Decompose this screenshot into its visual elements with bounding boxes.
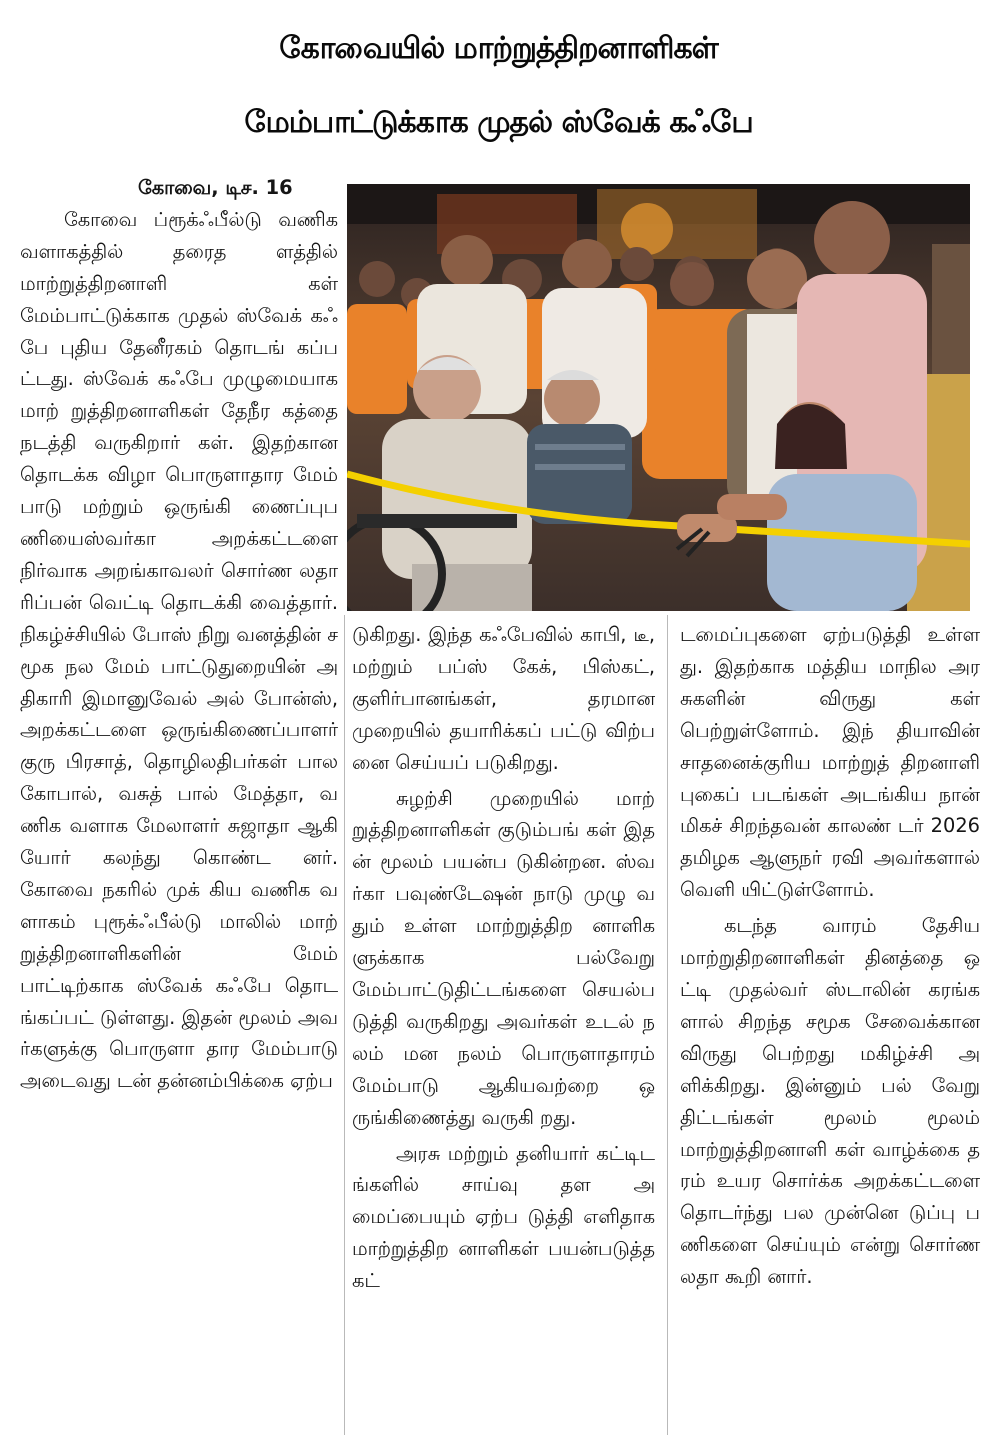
- news-photo: [347, 184, 970, 611]
- column-divider-1: [344, 615, 345, 1435]
- ribbon-cutting-photo: [347, 184, 970, 611]
- article-column-3: [680, 619, 980, 1293]
- column-1-paragraph-1: கோவை ப்ரூக்ஃபீல்டு வணிக வளாகத்தில் தரைத ளத்தில் மாற்றுத்திறனாளி கள் மேம்பாட்டுக்காக முதல் ஸ்வேக் கஃபே புதிய தேனீரகம் தொடங் கப்பட்டது. ஸ்வேக் கஃபே முழுமையாக மாற் றுத்திறனாளிகள் தேநீர கத்தை நடத்தி வருகிறார் கள். இதற்கான தொடக்க விழா பொருளாதார மேம் பாடு மற்றும் ஒருங்கி ணைப்புபணியைஸ்வர்கா அறக்கட்டளை நிர்வாக அறங்காவலர் சொர்ண லதா ரிப்பன் வெட்டி தொடக்கி வைத்தார். நிகழ்ச்சியில் போஸ் நிறு வனத்தின் சமூக நல மேம் பாட்டுதுறையின் அதிகாரி இமானுவேல் அல் போன்ஸ், அறக்கட்டளை ஒருங்கிணைப்பாளர் குரு பிரசாத், தொழிலதிபர்கள் பாலகோபால், வசுத் பால் மேத்தா, வணிக வளாக மேலாளர் சுஜாதா ஆகி யோர் கலந்து கொண்ட னர். கோவை நகரில் முக் கிய வணிக வளாகம் புரூக்ஃபீல்டு மாலில் மாற் றுத்திறனாளிகளின் மேம் பாட்டிற்காக ஸ்வேக் கஃபே தொடங்கப்பட் டுள்ளது. இதன் மூலம் அவர்களுக்கு பொருளா தார மேம்பாடு அடைவது டன் தன்னம்பிக்கை ஏற்ப: [20, 207, 338, 1093]
- column-3-paragraph-2: கடந்த வாரம் தேசிய மாற்றுதிறனாளிகள் தினத்தை ஒட்டி முதல்வர் ஸ்டாலின் கரங்களால் சிறந்த சமூக சேவைக்கான விருது பெற்றது மகிழ்ச்சி அளிக்கிறது. இன்னும் பல் வேறு திட்டங்கள் மூலம் மூலம் மாற்றுத்திறனாளி கள் வாழ்க்கை தரம் உயர சொர்க்க அறக்கட்டளை தொடர்ந்து பல முன்னெ டுப்பு பணிகளை செய்யும் என்று சொர்ணலதா கூறி னார்.: [680, 914, 980, 1289]
- column-3-paragraph-1: டமைப்புகளை ஏற்படுத்தி உள்ளது. இதற்காக மத்திய மாநில அரசுகளின் விருது கள் பெற்றுள்ளோம். இந் தியாவின் சாதனைக்குரிய மாற்றுத் திறனாளி புகைப் படங்கள் அடங்கிய நான் மிகச் சிறந்தவன் காலண் டர் 2026 தமிழக ஆளுநர் ரவி அவர்களால் வெளி யிட்டுள்ளோம்.: [680, 623, 980, 902]
- article-column-2: [352, 619, 655, 1297]
- dateline: கோவை, டிச. 16: [138, 176, 293, 199]
- headline-line-1: கோவையில் மாற்றுத்திறனாளிகள்: [279, 31, 718, 66]
- column-divider-2: [667, 615, 668, 1435]
- headline-line-2: மேம்பாட்டுக்காக முதல் ஸ்வேக் கஃபே: [244, 105, 753, 140]
- column-2-paragraph-3: அரசு மற்றும் தனியார் கட்டிடங்களில் சாய்வு தள அமைப்பையும் ஏற்ப டுத்தி எளிதாக மாற்றுத்திற னாளிகள் பயன்படுத்த கட்: [352, 1141, 655, 1293]
- article-column-1: [20, 172, 338, 1097]
- column-2-paragraph-2: சுழற்சி முறையில் மாற் றுத்திறனாளிகள் குடும்பங் கள் இதன் மூலம் பயன்ப டுகின்றன. ஸ்வர்கா பவுண்டேஷன் நாடு முழு வதும் உள்ள மாற்றுத்திற னாளிகளுக்காக பல்வேறு மேம்பாட்டுதிட்டங்களை செயல்படுத்தி வருகிறது அவர்கள் உடல் நலம் மன நலம் பொருளாதாரம் மேம்பாடு ஆகியவற்றை ஒருங்கிணைத்து வருகி றது.: [352, 786, 655, 1129]
- column-2-paragraph-1: டுகிறது. இந்த கஃபேவில் காபி, டீ, மற்றும் பப்ஸ் கேக், பிஸ்கட், குளிர்பானங்கள், தரமான முறையில் தயாரிக்கப் பட்டு விற்பனை செய்யப் படுகிறது.: [352, 623, 655, 774]
